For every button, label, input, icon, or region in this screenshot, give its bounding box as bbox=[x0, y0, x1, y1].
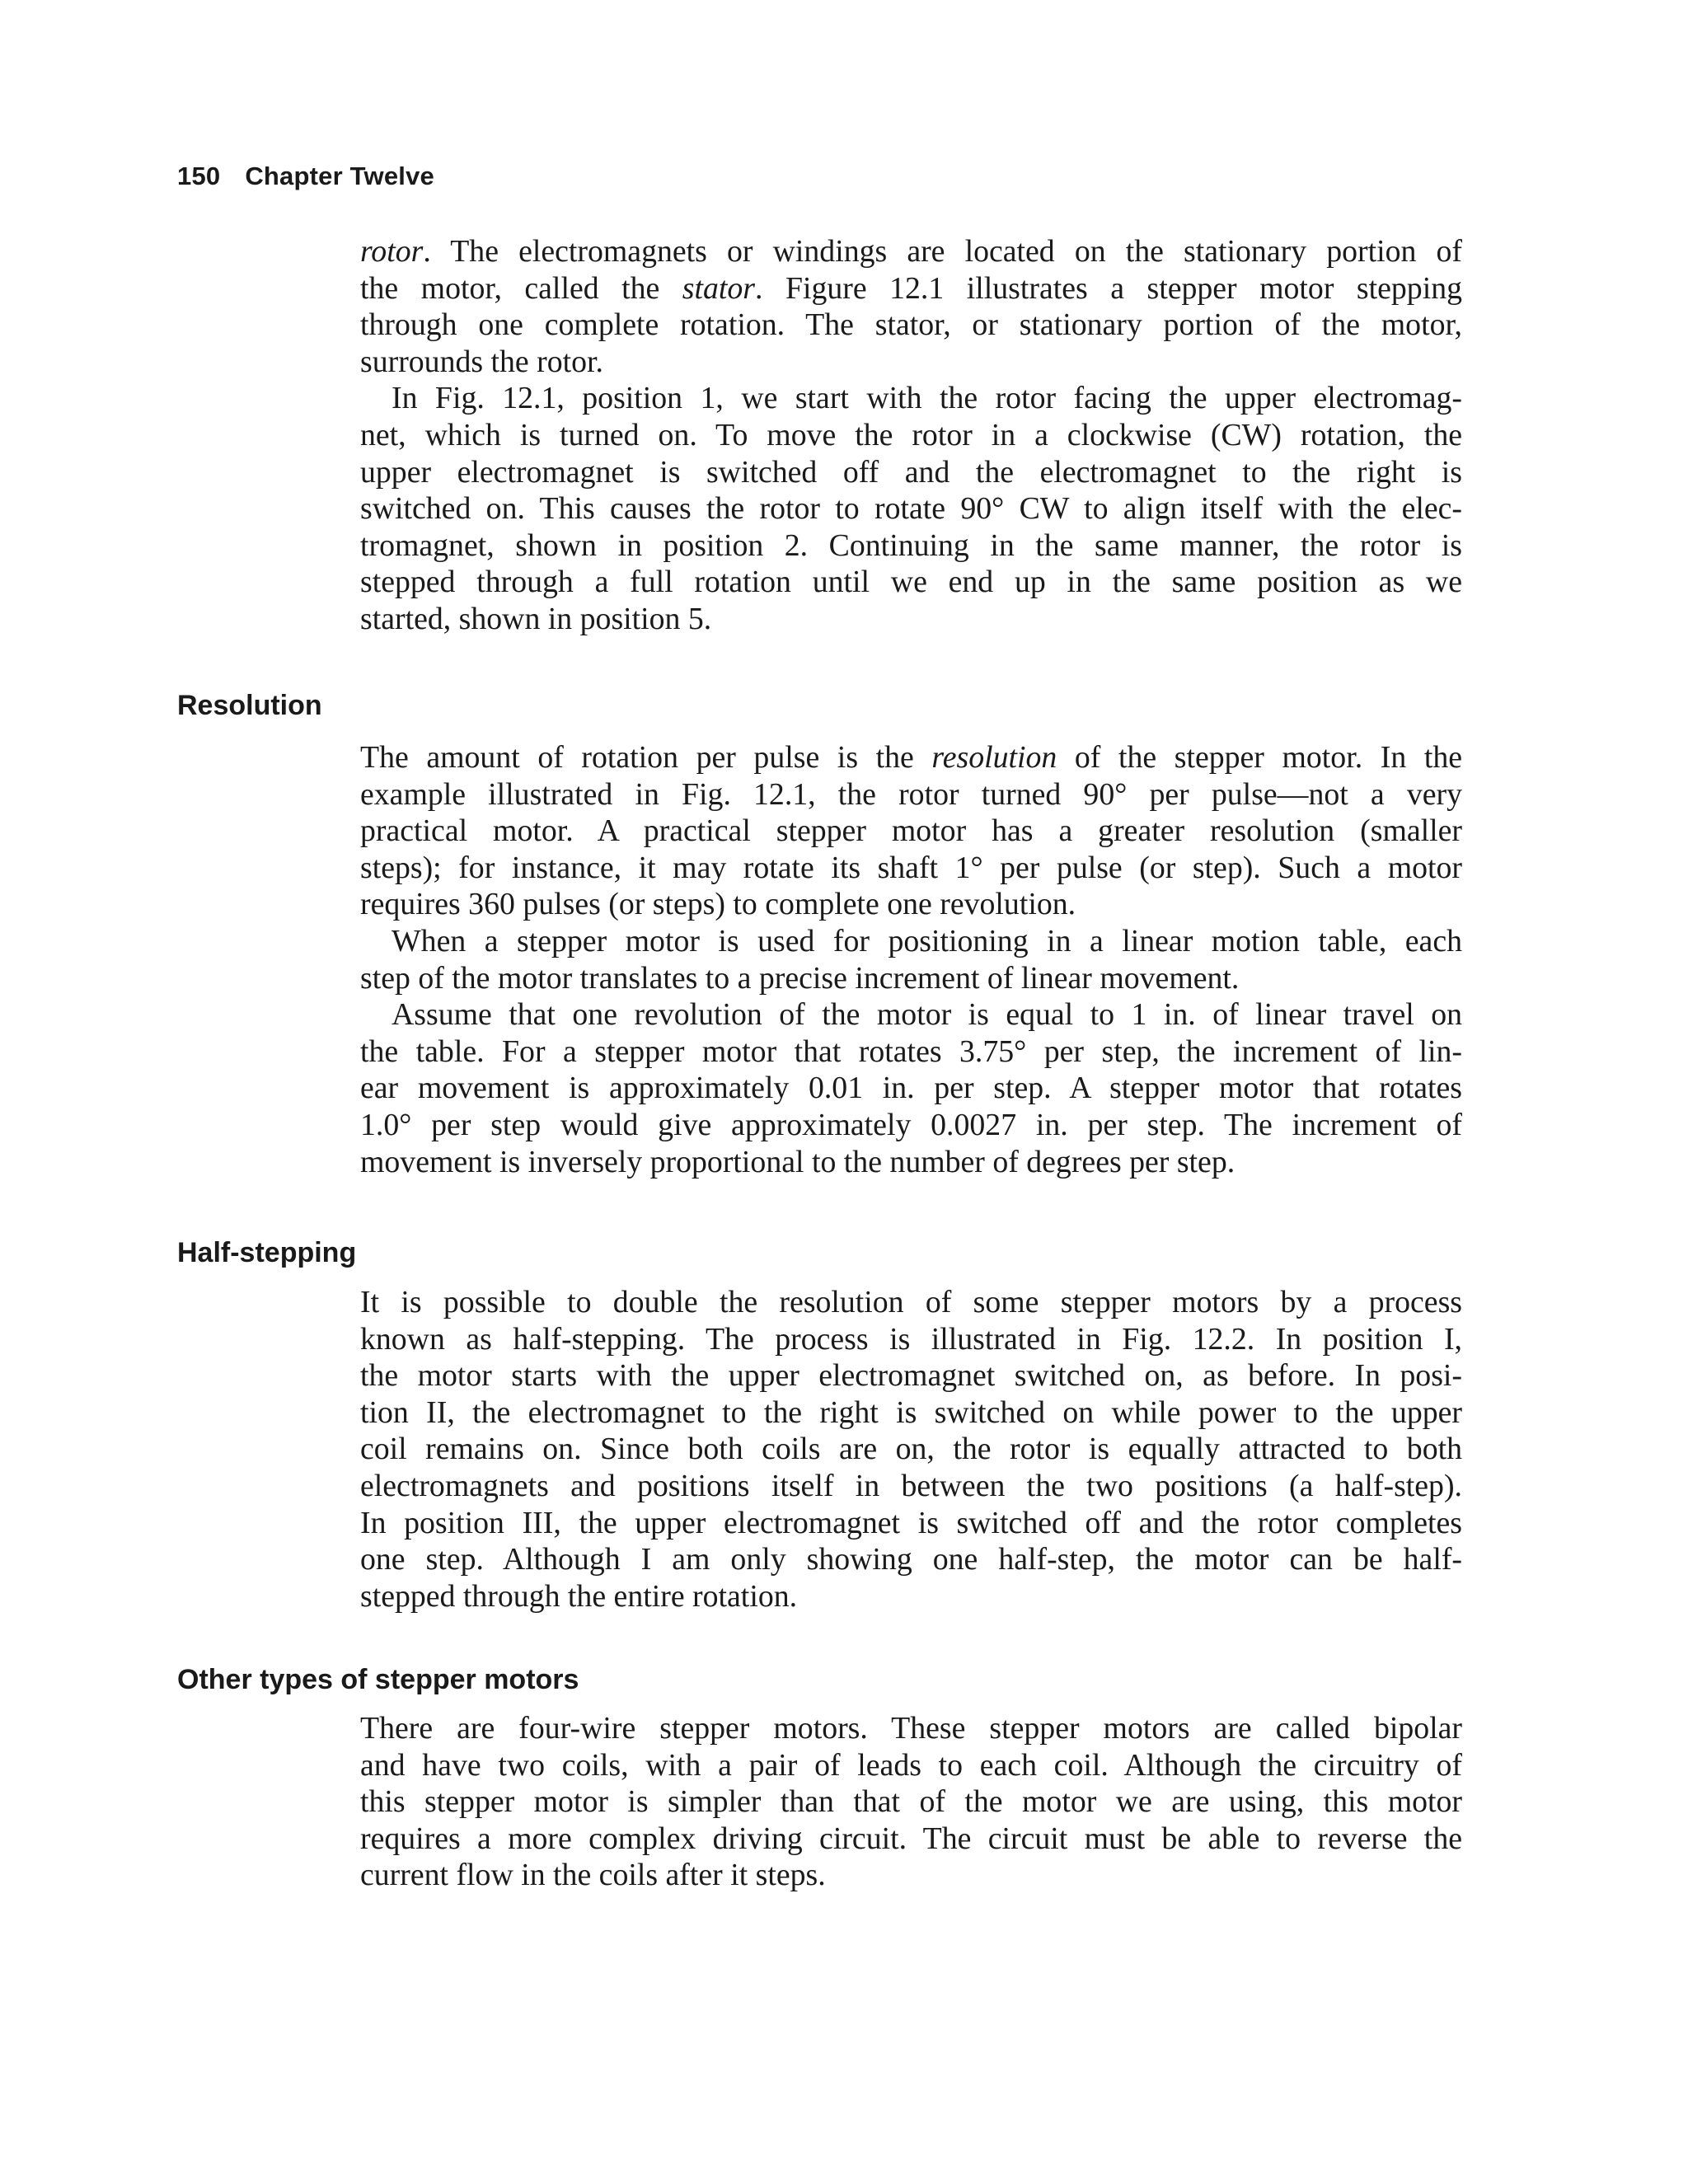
text-line: this stepper motor is simpler than that of the motor we are using, this motor bbox=[360, 1784, 1462, 1820]
text-line: stepped through the entire rotation. bbox=[360, 1578, 798, 1614]
text-line: practical motor. A practical stepper motor has a greater resolution (smaller bbox=[360, 813, 1462, 849]
other-types-text bbox=[360, 1710, 1462, 1894]
resolution-paragraph-2 bbox=[360, 923, 1462, 996]
text-line: current flow in the coils after it steps. bbox=[360, 1858, 826, 1893]
intro-text bbox=[360, 233, 1462, 638]
text-line: rotor. The electromagnets or windings are located on the stationary portion of bbox=[360, 234, 1462, 269]
text-line: requires a more complex driving circuit. The circuit must be able to reverse the bbox=[360, 1821, 1462, 1856]
text-line: It is possible to double the resolution of some stepper motors by a process bbox=[360, 1285, 1462, 1319]
text-line: the table. For a stepper motor that rotates 3.75° per step, the increment of lin- bbox=[360, 1033, 1462, 1069]
text-line: When a stepper motor is used for positioning in a linear motion table, each bbox=[392, 923, 1462, 958]
text-line: ear movement is approximately 0.01 in. per step. A stepper motor that rotates bbox=[360, 1071, 1462, 1106]
half-stepping-paragraph-1 bbox=[360, 1284, 1462, 1615]
text-line: In Fig. 12.1, position 1, we start with the rotor facing the upper electromag- bbox=[392, 381, 1462, 416]
text-line: In position III, the upper electromagnet is switched off and the rotor completes bbox=[360, 1505, 1462, 1540]
intro-paragraph-1 bbox=[360, 233, 1462, 380]
half-stepping-text bbox=[360, 1284, 1462, 1615]
resolution-paragraph-1 bbox=[360, 739, 1462, 923]
text-line: and have two coils, with a pair of leads to each coil. Although the circuitry of bbox=[360, 1747, 1462, 1783]
text-line: net, which is turned on. To move the rotor in a clockwise (CW) rotation, the bbox=[360, 417, 1462, 452]
text-line: upper electromagnet is switched off and the electromagnet to the right is bbox=[360, 454, 1462, 490]
text-line: one step. Although I am only showing one half-step, the motor can be half- bbox=[360, 1542, 1462, 1577]
text-line: steps); for instance, it may rotate its shaft 1° per pulse (or step). Such a motor bbox=[360, 850, 1462, 885]
text-line: surrounds the rotor. bbox=[360, 344, 603, 379]
term-stator: stator bbox=[682, 270, 755, 306]
term-resolution: resolution bbox=[931, 740, 1057, 775]
text-line: 1.0° per step would give approximately 0.0027 in. per step. The increment of bbox=[360, 1107, 1462, 1142]
resolution-text bbox=[360, 739, 1462, 1180]
text-line: tion II, the electromagnet to the right is switched on while power to the upper bbox=[360, 1394, 1462, 1430]
text-line: the motor, called the stator. Figure 12.1 illustrates a stepper motor stepping bbox=[360, 270, 1462, 306]
text-line: stepped through a full rotation until we end up in the same position as we bbox=[360, 565, 1462, 600]
text-line: coil remains on. Since both coils are on, the rotor is equally attracted to both bbox=[360, 1432, 1462, 1467]
text-line: through one complete rotation. The stator, or stationary portion of the motor, bbox=[360, 307, 1462, 343]
chapter-title: Chapter Twelve bbox=[245, 162, 434, 190]
text-line: There are four-wire stepper motors. These stepper motors are called bipolar bbox=[360, 1711, 1462, 1746]
text-line: started, shown in position 5. bbox=[360, 601, 712, 636]
other-types-paragraph-1 bbox=[360, 1710, 1462, 1894]
section-heading-resolution: Resolution bbox=[177, 690, 322, 721]
text-line: known as half-stepping. The process is illustrated in Fig. 12.2. In position I, bbox=[360, 1321, 1462, 1357]
running-head bbox=[177, 162, 434, 191]
text-line: the motor starts with the upper electromagnet switched on, as before. In posi- bbox=[360, 1358, 1462, 1394]
section-heading-other-types: Other types of stepper motors bbox=[177, 1664, 579, 1695]
page-number: 150 bbox=[177, 162, 221, 190]
term-rotor: rotor bbox=[360, 234, 424, 269]
text-line: Assume that one revolution of the motor is equal to 1 in. of linear travel on bbox=[392, 997, 1462, 1033]
text-line: tromagnet, shown in position 2. Continuing in the same manner, the rotor is bbox=[360, 527, 1462, 563]
text-line: The amount of rotation per pulse is the resolution of the stepper motor. In the bbox=[360, 740, 1462, 775]
text-line: step of the motor translates to a precise increment of linear movement. bbox=[360, 960, 1240, 996]
text-line: example illustrated in Fig. 12.1, the rotor turned 90° per pulse—not a very bbox=[360, 776, 1462, 812]
text-line: electromagnets and positions itself in between the two positions (a half-step). bbox=[360, 1468, 1462, 1503]
section-heading-half-stepping: Half-stepping bbox=[177, 1237, 357, 1268]
resolution-paragraph-3 bbox=[360, 996, 1462, 1180]
intro-paragraph-2 bbox=[360, 380, 1462, 637]
text-line: movement is inversely proportional to the number of degrees per step. bbox=[360, 1144, 1236, 1179]
text-line: requires 360 pulses (or steps) to complete one revolution. bbox=[360, 887, 1076, 922]
text-line: switched on. This causes the rotor to rotate 90° CW to align itself with the elec- bbox=[360, 491, 1462, 527]
